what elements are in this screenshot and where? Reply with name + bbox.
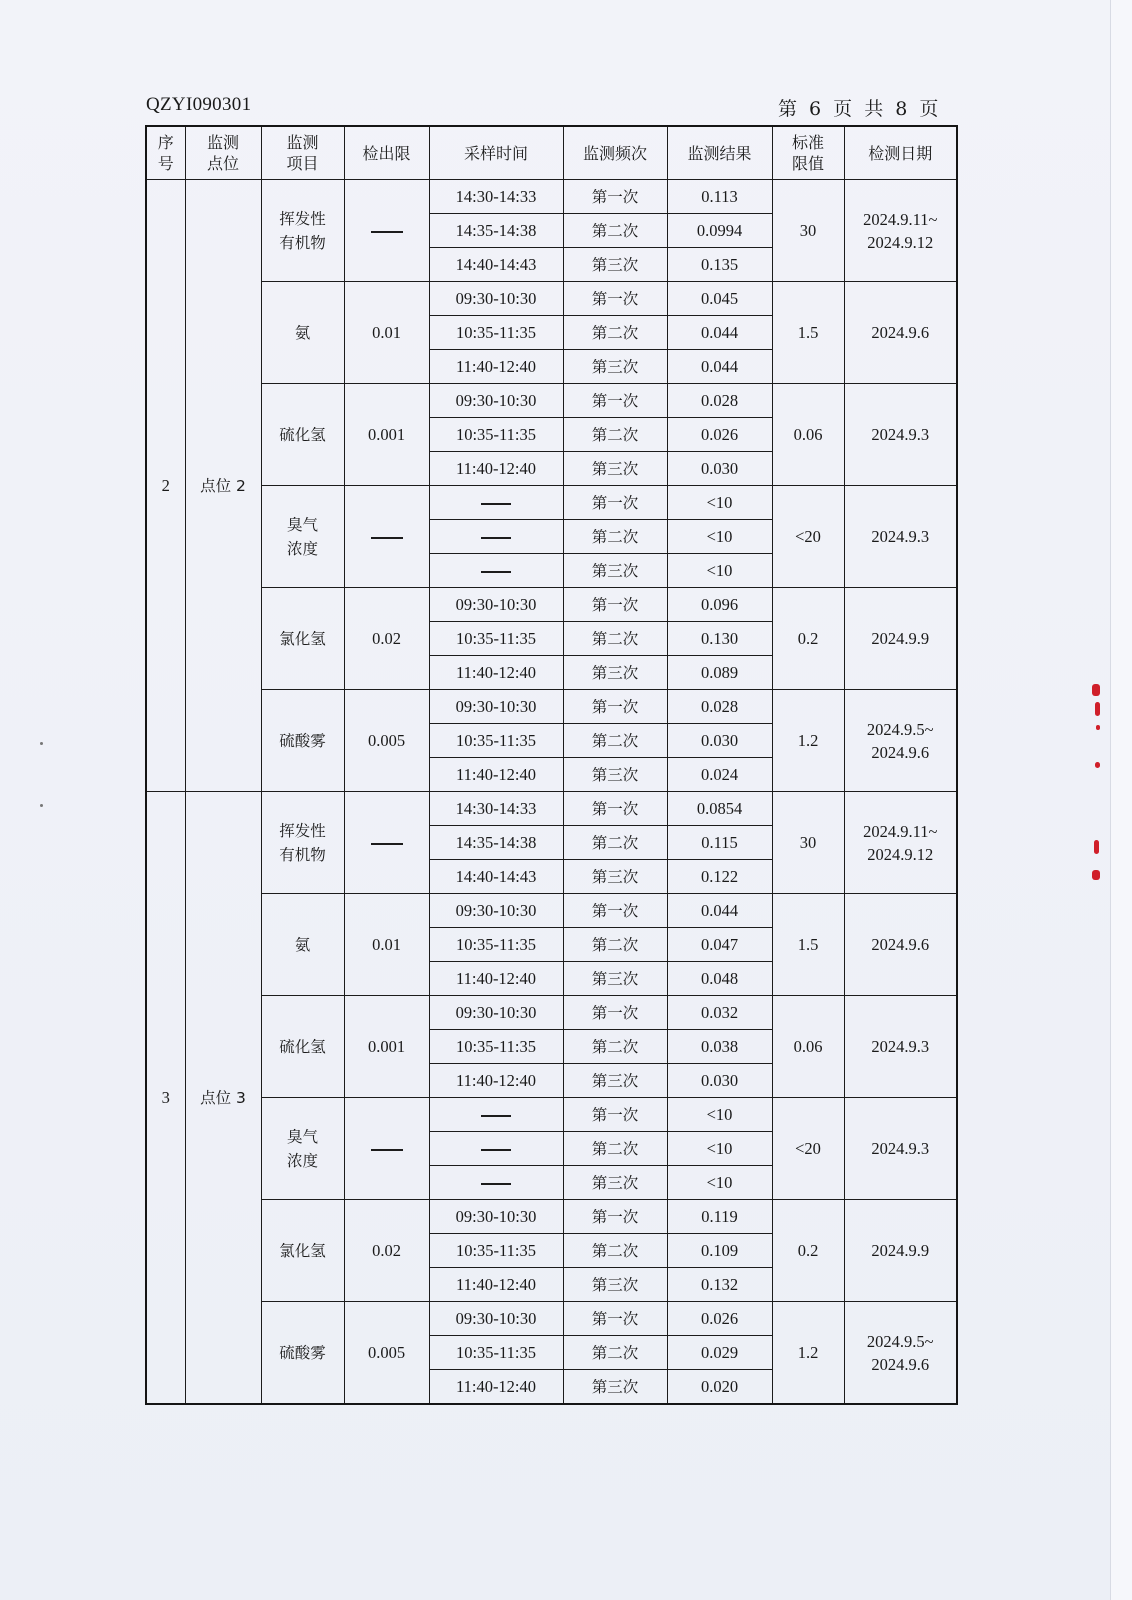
- detection-limit: 0.01: [344, 894, 429, 996]
- standard-limit: 30: [772, 792, 844, 894]
- item-name-line: 挥发性: [279, 209, 326, 228]
- seal-fragment-icon: [1094, 840, 1099, 854]
- detection-limit: [344, 1098, 429, 1200]
- result-value: 0.122: [667, 860, 772, 894]
- dash-mark: [481, 571, 511, 573]
- standard-limit: 1.2: [772, 1302, 844, 1405]
- table-row: [146, 690, 957, 724]
- frequency: 第一次: [563, 894, 667, 928]
- result-value: 0.096: [667, 588, 772, 622]
- test-date: 2024.9.6: [844, 894, 957, 996]
- sampling-time: 09:30-10:30: [429, 996, 563, 1030]
- frequency: 第三次: [563, 248, 667, 282]
- sampling-time: 11:40-12:40: [429, 1064, 563, 1098]
- page-edge: [1110, 0, 1132, 1600]
- sampling-time: 11:40-12:40: [429, 1268, 563, 1302]
- result-value: 0.0854: [667, 792, 772, 826]
- seq-number: 2: [146, 180, 185, 792]
- monitoring-item: 氯化氢: [261, 588, 344, 690]
- monitoring-item: [261, 180, 344, 282]
- frequency: 第一次: [563, 588, 667, 622]
- standard-limit: 1.5: [772, 282, 844, 384]
- detection-limit: 0.001: [344, 996, 429, 1098]
- monitoring-item: 硫化氢: [261, 384, 344, 486]
- date-line: 2024.9.6: [871, 1354, 930, 1374]
- monitoring-item: [261, 486, 344, 588]
- sampling-time: 11:40-12:40: [429, 1370, 563, 1405]
- sampling-time: 14:30-14:33: [429, 180, 563, 214]
- detection-limit: 0.01: [344, 282, 429, 384]
- result-value: 0.044: [667, 894, 772, 928]
- dash-mark: [481, 537, 511, 539]
- table-row: [146, 180, 957, 214]
- frequency: 第二次: [563, 1336, 667, 1370]
- sampling-time: 10:35-11:35: [429, 1030, 563, 1064]
- date-line: 2024.9.11~: [863, 821, 938, 841]
- sampling-time: 09:30-10:30: [429, 1200, 563, 1234]
- frequency: 第一次: [563, 282, 667, 316]
- monitoring-item: 硫化氢: [261, 996, 344, 1098]
- item-name-line: 臭气: [286, 1127, 318, 1146]
- dash-mark: [371, 537, 403, 539]
- table-row: [146, 1200, 957, 1234]
- result-value: 0.026: [667, 1302, 772, 1336]
- frequency: 第一次: [563, 792, 667, 826]
- monitoring-item: 氨: [261, 894, 344, 996]
- sampling-time: 10:35-11:35: [429, 724, 563, 758]
- standard-limit: 0.2: [772, 588, 844, 690]
- result-value: 0.130: [667, 622, 772, 656]
- result-value: 0.030: [667, 452, 772, 486]
- monitoring-item: [261, 792, 344, 894]
- seq-number: 3: [146, 792, 185, 1405]
- detection-limit: [344, 180, 429, 282]
- document-code: QZYI090301: [146, 94, 252, 115]
- monitoring-point: 点位 2: [185, 180, 261, 792]
- header-sampling-time: 采样时间: [429, 126, 563, 180]
- result-value: 0.0994: [667, 214, 772, 248]
- dash-mark: [481, 1183, 511, 1185]
- item-name-line: 挥发性: [279, 821, 326, 840]
- detection-limit: 0.005: [344, 690, 429, 792]
- sampling-time: 10:35-11:35: [429, 928, 563, 962]
- result-value: 0.048: [667, 962, 772, 996]
- detection-limit: [344, 486, 429, 588]
- frequency: 第三次: [563, 1064, 667, 1098]
- sampling-time: [429, 1132, 563, 1166]
- frequency: 第一次: [563, 486, 667, 520]
- standard-limit: 1.5: [772, 894, 844, 996]
- frequency: 第三次: [563, 1268, 667, 1302]
- result-value: 0.026: [667, 418, 772, 452]
- result-value: 0.030: [667, 1064, 772, 1098]
- frequency: 第二次: [563, 1132, 667, 1166]
- sampling-time: 09:30-10:30: [429, 384, 563, 418]
- header-standard-limit: 标准 限值: [772, 126, 844, 180]
- monitoring-item: 硫酸雾: [261, 690, 344, 792]
- speck-mark: [40, 804, 43, 807]
- frequency: 第三次: [563, 350, 667, 384]
- frequency: 第二次: [563, 1030, 667, 1064]
- result-value: <10: [667, 1132, 772, 1166]
- frequency: 第二次: [563, 316, 667, 350]
- sampling-time: 09:30-10:30: [429, 588, 563, 622]
- result-value: <10: [667, 1098, 772, 1132]
- date-line: 2024.9.12: [867, 844, 934, 864]
- sampling-time: 14:40-14:43: [429, 860, 563, 894]
- item-name-line: 有机物: [279, 845, 326, 864]
- frequency: 第一次: [563, 180, 667, 214]
- frequency: 第二次: [563, 520, 667, 554]
- test-date: 2024.9.9: [844, 1200, 957, 1302]
- sampling-time: [429, 486, 563, 520]
- header-detection-limit: 检出限: [344, 126, 429, 180]
- test-date: 2024.9.3: [844, 486, 957, 588]
- result-value: 0.032: [667, 996, 772, 1030]
- dash-mark: [371, 231, 403, 233]
- header-item: 监测 项目: [261, 126, 344, 180]
- frequency: 第三次: [563, 554, 667, 588]
- sampling-time: [429, 1098, 563, 1132]
- monitoring-results-table: [145, 125, 958, 1405]
- header-frequency: 监测频次: [563, 126, 667, 180]
- item-name-line: 浓度: [286, 539, 318, 558]
- frequency: 第二次: [563, 724, 667, 758]
- seal-fragment-icon: [1095, 702, 1100, 716]
- frequency: 第三次: [563, 758, 667, 792]
- result-value: <10: [667, 1166, 772, 1200]
- sampling-time: 11:40-12:40: [429, 962, 563, 996]
- result-value: 0.038: [667, 1030, 772, 1064]
- frequency: 第三次: [563, 1166, 667, 1200]
- detection-limit: 0.02: [344, 1200, 429, 1302]
- page-indicator: 第 6 页 共 8 页: [778, 98, 942, 120]
- sampling-time: [429, 554, 563, 588]
- frequency: 第一次: [563, 690, 667, 724]
- sampling-time: 10:35-11:35: [429, 1234, 563, 1268]
- frequency: 第二次: [563, 826, 667, 860]
- result-value: 0.028: [667, 690, 772, 724]
- seal-fragment-icon: [1092, 870, 1100, 880]
- sampling-time: 09:30-10:30: [429, 894, 563, 928]
- date-line: 2024.9.6: [871, 742, 930, 762]
- monitoring-item: 硫酸雾: [261, 1302, 344, 1405]
- frequency: 第一次: [563, 1200, 667, 1234]
- header-result: 监测结果: [667, 126, 772, 180]
- speck-mark: [40, 742, 43, 745]
- frequency: 第三次: [563, 452, 667, 486]
- sampling-time: 10:35-11:35: [429, 622, 563, 656]
- seal-fragment-icon: [1092, 684, 1100, 696]
- date-line: 2024.9.11~: [863, 209, 938, 229]
- dash-mark: [481, 503, 511, 505]
- date-line: 2024.9.5~: [866, 719, 934, 739]
- sampling-time: 10:35-11:35: [429, 1336, 563, 1370]
- standard-limit: 0.2: [772, 1200, 844, 1302]
- dash-mark: [371, 843, 403, 845]
- item-name-line: 臭气: [286, 515, 318, 534]
- result-value: 0.024: [667, 758, 772, 792]
- header-test-date: 检测日期: [844, 126, 957, 180]
- test-date: [844, 690, 957, 792]
- result-value: <10: [667, 554, 772, 588]
- result-value: <10: [667, 520, 772, 554]
- result-value: <10: [667, 486, 772, 520]
- result-value: 0.028: [667, 384, 772, 418]
- result-value: 0.113: [667, 180, 772, 214]
- result-value: 0.119: [667, 1200, 772, 1234]
- test-date: [844, 792, 957, 894]
- sampling-time: 10:35-11:35: [429, 418, 563, 452]
- test-date: 2024.9.3: [844, 384, 957, 486]
- dash-mark: [371, 1149, 403, 1151]
- sampling-time: 11:40-12:40: [429, 758, 563, 792]
- frequency: 第二次: [563, 1234, 667, 1268]
- frequency: 第一次: [563, 384, 667, 418]
- frequency: 第二次: [563, 622, 667, 656]
- result-value: 0.115: [667, 826, 772, 860]
- table-row: [146, 1098, 957, 1132]
- monitoring-item: 氯化氢: [261, 1200, 344, 1302]
- monitoring-item: [261, 1098, 344, 1200]
- item-name-line: 有机物: [279, 233, 326, 252]
- seal-fragment-icon: [1096, 725, 1100, 730]
- result-value: 0.030: [667, 724, 772, 758]
- table-row: [146, 996, 957, 1030]
- frequency: 第二次: [563, 418, 667, 452]
- date-line: 2024.9.5~: [866, 1331, 934, 1351]
- dash-mark: [481, 1115, 511, 1117]
- result-value: 0.089: [667, 656, 772, 690]
- test-date: 2024.9.3: [844, 996, 957, 1098]
- table-row: [146, 486, 957, 520]
- dash-mark: [481, 1149, 511, 1151]
- test-date: [844, 1302, 957, 1405]
- frequency: 第二次: [563, 214, 667, 248]
- sampling-time: 09:30-10:30: [429, 282, 563, 316]
- result-value: 0.020: [667, 1370, 772, 1405]
- test-date: 2024.9.9: [844, 588, 957, 690]
- monitoring-point: 点位 3: [185, 792, 261, 1405]
- frequency: 第三次: [563, 656, 667, 690]
- frequency: 第一次: [563, 996, 667, 1030]
- standard-limit: 0.06: [772, 384, 844, 486]
- monitoring-item: 氨: [261, 282, 344, 384]
- sampling-time: 09:30-10:30: [429, 1302, 563, 1336]
- result-value: 0.135: [667, 248, 772, 282]
- standard-limit: 30: [772, 180, 844, 282]
- test-date: 2024.9.3: [844, 1098, 957, 1200]
- result-value: 0.047: [667, 928, 772, 962]
- detection-limit: 0.001: [344, 384, 429, 486]
- table-row: [146, 588, 957, 622]
- result-value: 0.029: [667, 1336, 772, 1370]
- frequency: 第一次: [563, 1302, 667, 1336]
- sampling-time: 14:40-14:43: [429, 248, 563, 282]
- standard-limit: 1.2: [772, 690, 844, 792]
- result-value: 0.044: [667, 350, 772, 384]
- sampling-time: 10:35-11:35: [429, 316, 563, 350]
- table-row: [146, 384, 957, 418]
- header-point: 监测 点位: [185, 126, 261, 180]
- table-row: [146, 894, 957, 928]
- header-seq: 序 号: [146, 126, 185, 180]
- frequency: 第一次: [563, 1098, 667, 1132]
- sampling-time: 09:30-10:30: [429, 690, 563, 724]
- detection-limit: 0.02: [344, 588, 429, 690]
- frequency: 第三次: [563, 860, 667, 894]
- standard-limit: 0.06: [772, 996, 844, 1098]
- result-value: 0.132: [667, 1268, 772, 1302]
- table-row: [146, 792, 957, 826]
- detection-limit: 0.005: [344, 1302, 429, 1405]
- sampling-time: 11:40-12:40: [429, 350, 563, 384]
- frequency: 第二次: [563, 928, 667, 962]
- sampling-time: [429, 520, 563, 554]
- item-name-line: 浓度: [286, 1151, 318, 1170]
- test-date: [844, 180, 957, 282]
- test-date: 2024.9.6: [844, 282, 957, 384]
- sampling-time: 14:30-14:33: [429, 792, 563, 826]
- sampling-time: 14:35-14:38: [429, 826, 563, 860]
- sampling-time: 14:35-14:38: [429, 214, 563, 248]
- standard-limit: <20: [772, 486, 844, 588]
- table-header-row: [146, 126, 957, 180]
- seal-fragment-icon: [1095, 762, 1100, 768]
- frequency: 第三次: [563, 962, 667, 996]
- detection-limit: [344, 792, 429, 894]
- date-line: 2024.9.12: [867, 232, 934, 252]
- standard-limit: <20: [772, 1098, 844, 1200]
- sampling-time: 11:40-12:40: [429, 656, 563, 690]
- table-row: [146, 282, 957, 316]
- sampling-time: 11:40-12:40: [429, 452, 563, 486]
- result-value: 0.109: [667, 1234, 772, 1268]
- table-row: [146, 1302, 957, 1336]
- frequency: 第三次: [563, 1370, 667, 1405]
- sampling-time: [429, 1166, 563, 1200]
- result-value: 0.045: [667, 282, 772, 316]
- result-value: 0.044: [667, 316, 772, 350]
